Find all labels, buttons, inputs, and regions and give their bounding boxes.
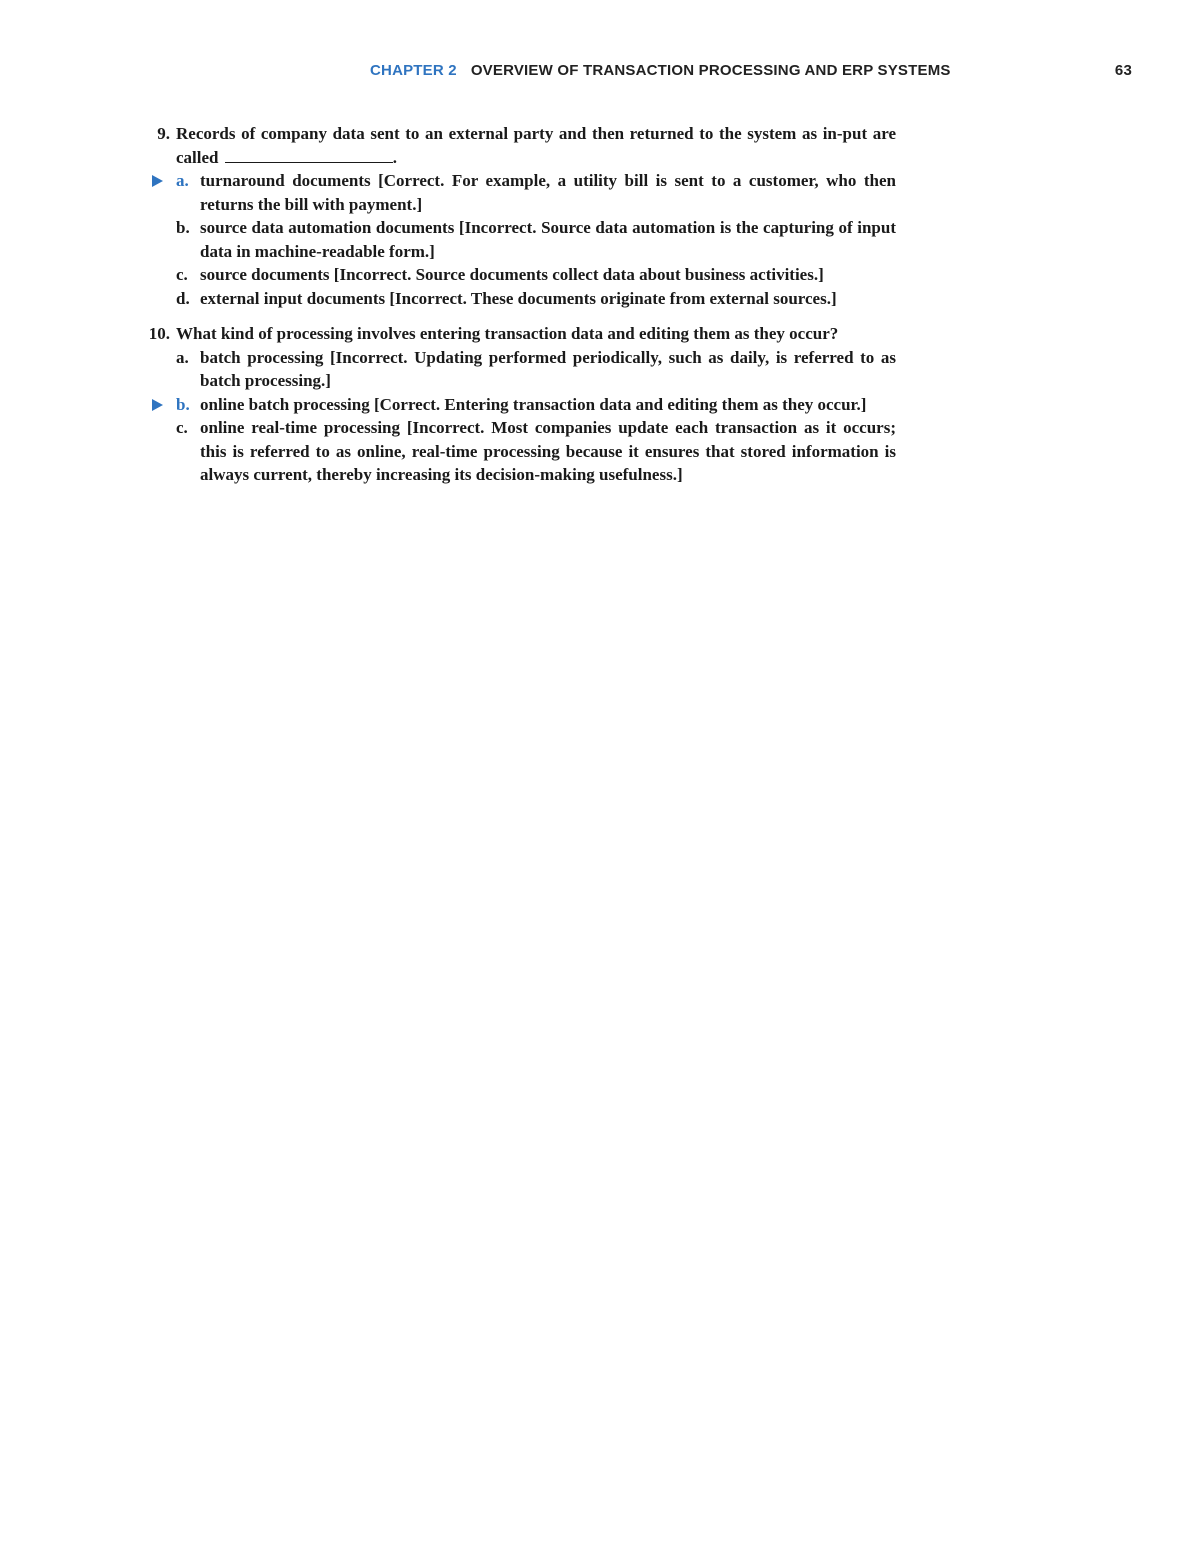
triangle-right-icon	[152, 399, 163, 411]
question-stem	[176, 122, 896, 169]
question-9	[140, 122, 896, 310]
question-10	[140, 322, 896, 487]
question-stem-text: What kind of processing involves entering transaction data and editing them as they occur?	[176, 324, 839, 343]
option-list	[176, 169, 896, 310]
page-number: 63	[1114, 62, 1132, 79]
running-head	[370, 62, 1132, 84]
option-letter: b.	[176, 218, 190, 237]
option-letter: d.	[176, 288, 190, 308]
option-letter: b.	[176, 394, 190, 414]
option-letter: a.	[176, 347, 189, 367]
option-text: online real-time processing [Incorrect. Most companies update each transaction as it occurs; this is referred to as online, real-time processing because it ensures that stored information is always current, thereby increasing its decision-making usefulness.]	[200, 418, 896, 484]
triangle-right-icon	[152, 175, 163, 187]
question-number: 9.	[157, 124, 170, 143]
option-text: turnaround documents [Correct. For example, a utility bill is sent to a customer, who then returns the bill with payment.]	[200, 171, 896, 214]
option-c	[176, 263, 896, 287]
option-text: online batch processing [Correct. Entering transaction data and editing them as they occur.]	[200, 394, 867, 414]
option-letter: c.	[176, 418, 188, 437]
option-d	[176, 287, 896, 311]
question-stem-end: .	[392, 147, 397, 167]
question-number: 10.	[148, 324, 170, 343]
option-a	[176, 169, 896, 216]
option-text: source documents [Incorrect. Source documents collect data about business activities.]	[200, 265, 824, 284]
option-text: source data automation documents [Incorrect. Source data automation is the capturing of input data in machine-readable form.]	[200, 218, 896, 261]
option-c	[176, 416, 896, 487]
option-a	[176, 346, 896, 393]
chapter-label: CHAPTER 2	[370, 62, 457, 79]
question-stem	[176, 322, 896, 346]
answer-blank	[225, 148, 393, 163]
question-stem-text: Records of company data sent to an external party and then returned to the system as in-put are called	[176, 124, 896, 167]
option-text: external input documents [Incorrect. These documents originate from external sources.]	[200, 288, 837, 308]
option-list	[176, 346, 896, 487]
option-letter: a.	[176, 171, 189, 190]
question-list	[140, 122, 896, 487]
option-text: batch processing [Incorrect. Updating performed periodically, such as daily, is referred to as batch processing.]	[200, 347, 896, 390]
option-b	[176, 216, 896, 263]
option-b	[176, 393, 896, 417]
option-letter: c.	[176, 265, 188, 284]
chapter-title: OVERVIEW OF TRANSACTION PROCESSING AND ERP SYSTEMS	[470, 62, 951, 79]
